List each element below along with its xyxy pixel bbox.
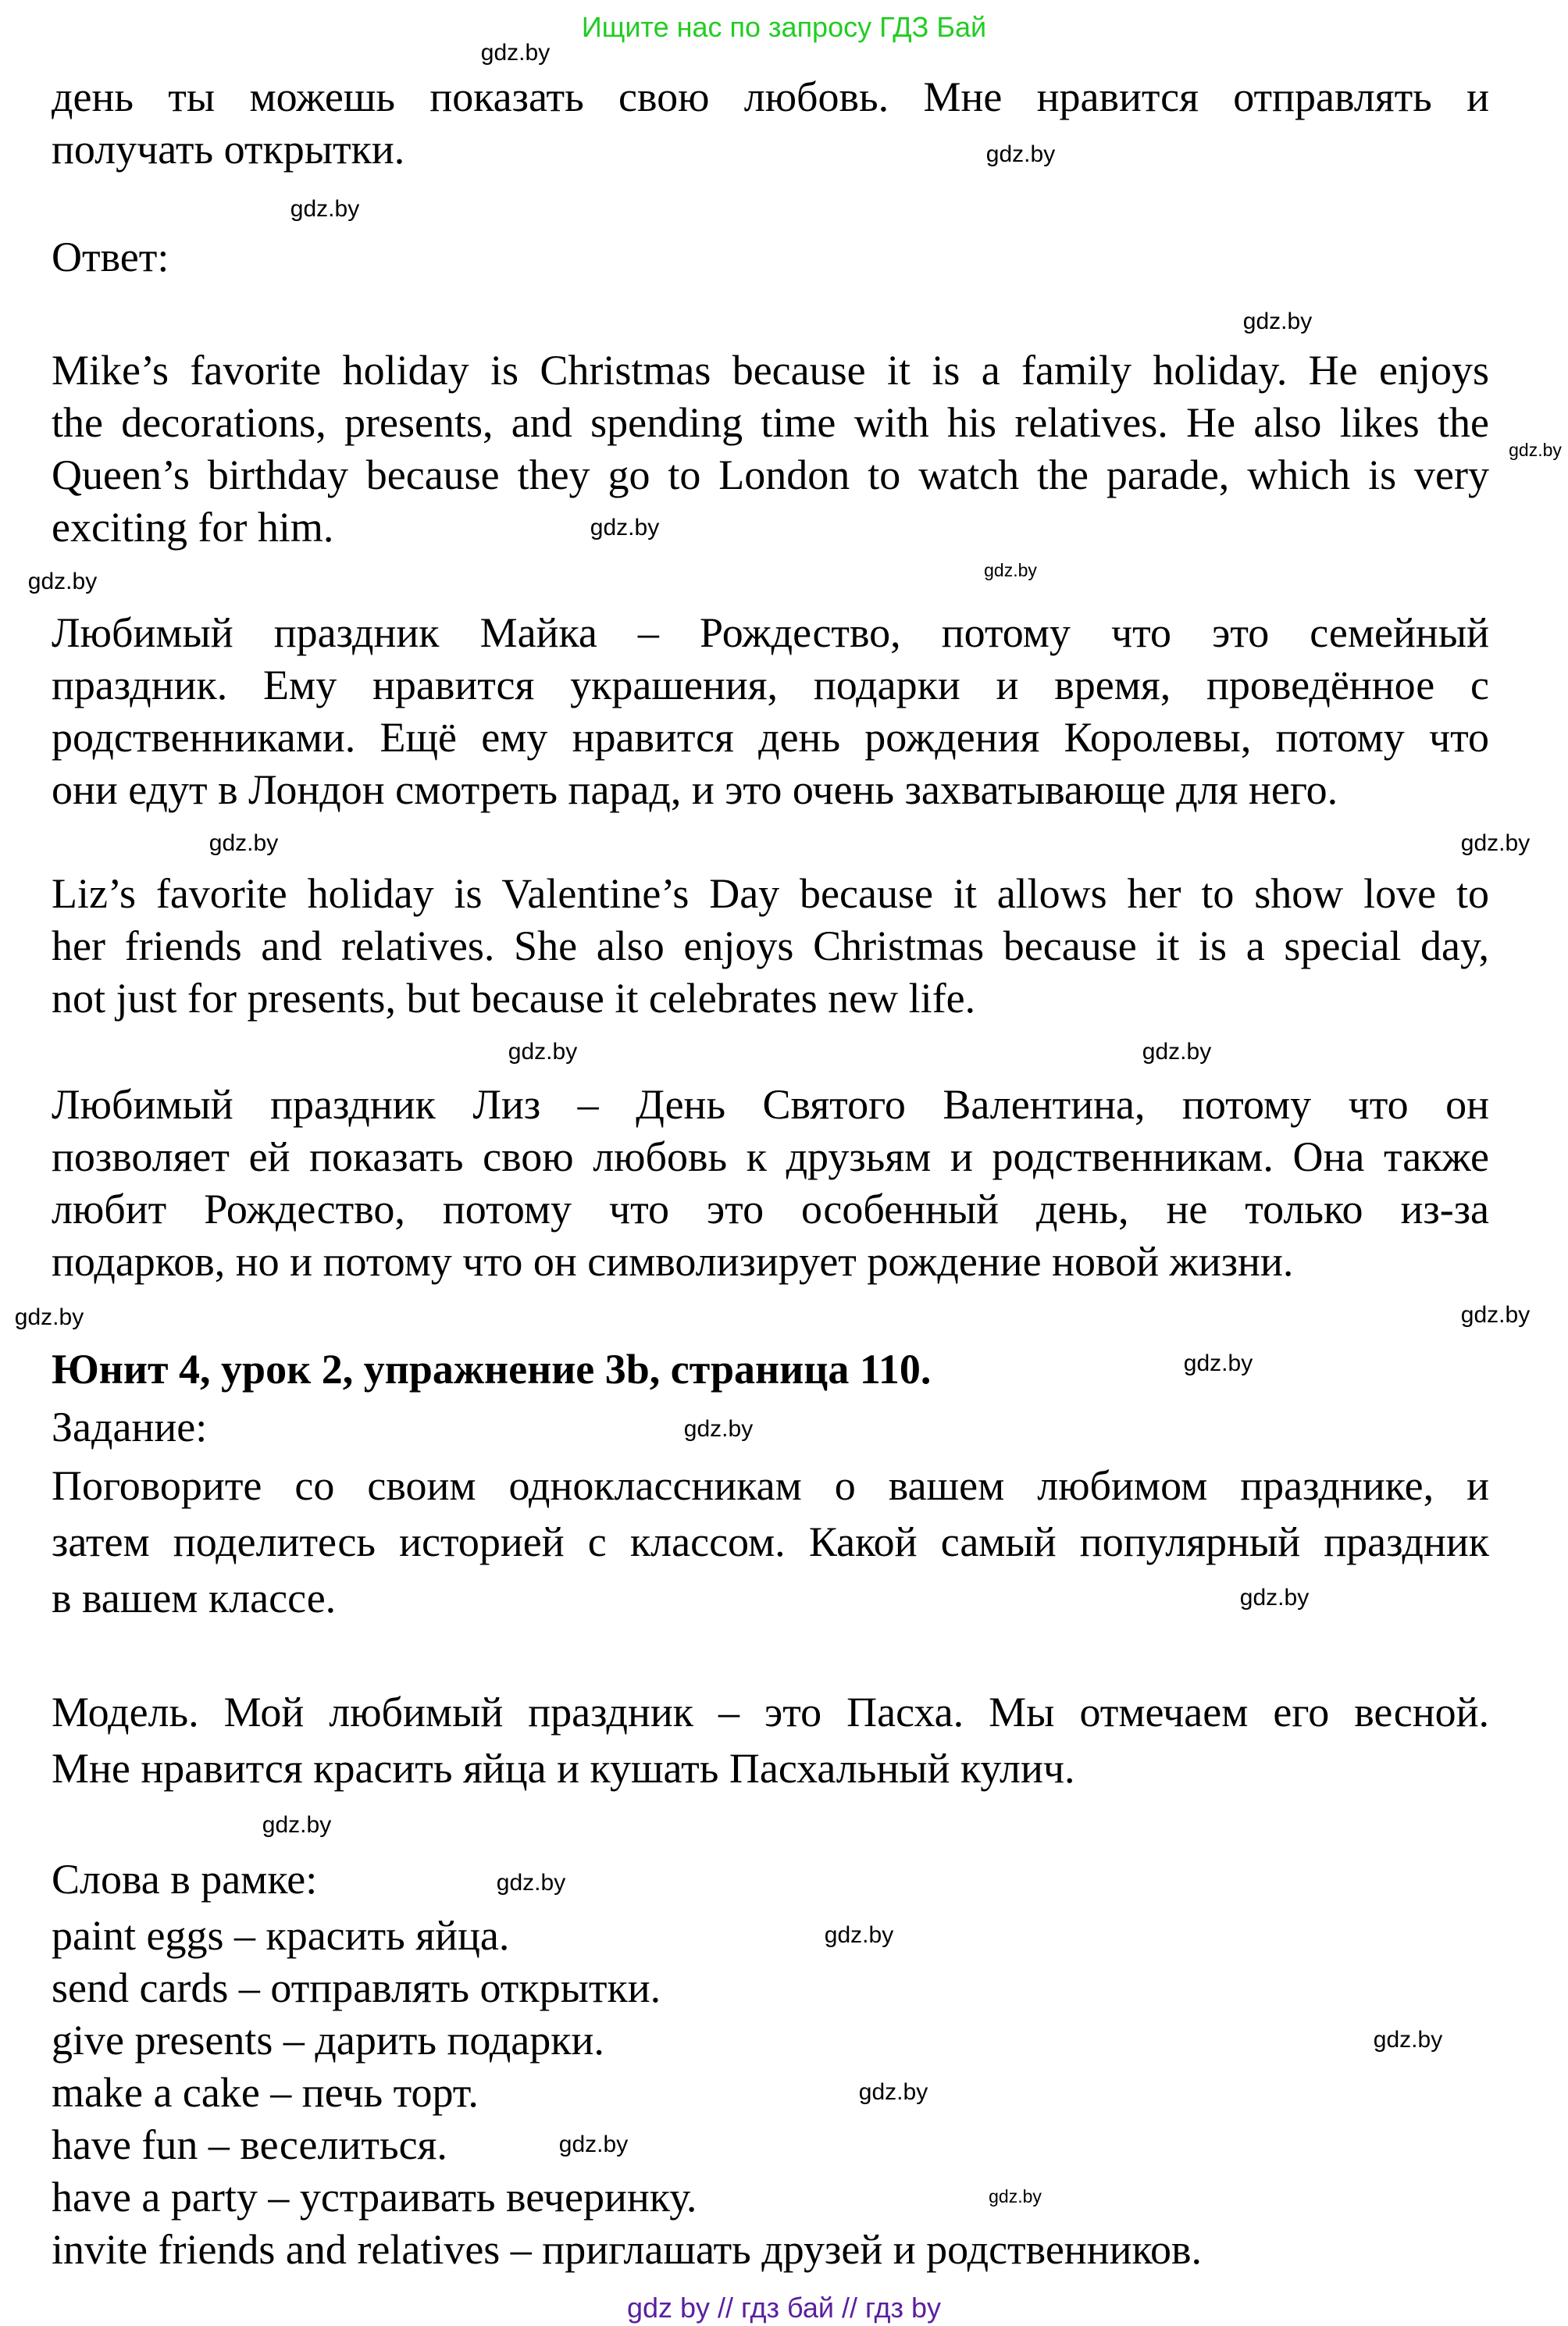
- watermark: gdz.by: [989, 2186, 1042, 2206]
- list-item: make a cake – печь торт.: [52, 2069, 479, 2116]
- text-line: затем поделитесь историей с классом. Какой самый популярный праздник: [52, 1518, 1489, 1565]
- answer-label: Ответ:: [52, 234, 169, 280]
- footer-banner: gdz by // гдз бай // гдз by: [626, 2292, 942, 2324]
- text-line: not just for presents, but because it celebrates new life.: [52, 975, 976, 1022]
- watermark: gdz.by: [508, 1039, 578, 1065]
- task-label: Задание:: [52, 1404, 208, 1450]
- list-item: paint eggs – красить яйца.: [52, 1912, 510, 1959]
- watermark: gdz.by: [590, 515, 660, 540]
- watermark: gdz.by: [858, 2079, 928, 2105]
- text-line: Любимый праздник Майка – Рождество, потому что это семейный: [52, 609, 1489, 656]
- watermark: gdz.by: [208, 830, 279, 856]
- watermark: gdz.by: [1460, 1302, 1531, 1328]
- text-line: Любимый праздник Лиз – День Святого Валентина, потому что он: [52, 1081, 1489, 1128]
- text-line: the decorations, presents, and spending time with his relatives. He also likes the: [52, 399, 1489, 446]
- watermark: gdz.by: [1183, 1350, 1253, 1376]
- mike-russian-paragraph: [52, 607, 1489, 816]
- text-line: exciting for him.: [52, 504, 334, 551]
- text-line: Mike’s favorite holiday is Christmas because it is a family holiday. He enjoys: [52, 347, 1489, 394]
- text-line: Liz’s favorite holiday is Valentine’s Day because it allows her to show love to: [52, 870, 1489, 917]
- watermark: gdz.by: [1239, 1585, 1310, 1611]
- watermark: gdz.by: [558, 2132, 629, 2157]
- text-line: Поговорите со своим одноклассникам о вашем любимом празднике, и: [52, 1462, 1489, 1509]
- text-line: Queen’s birthday because they go to London to watch the parade, which is very: [52, 451, 1489, 498]
- liz-russian-paragraph: [52, 1079, 1489, 1288]
- watermark: gdz.by: [1242, 309, 1313, 334]
- text-line: Модель. Мой любимый праздник – это Пасха. Мы отмечаем его весной.: [52, 1689, 1489, 1736]
- model-text: [52, 1684, 1489, 1796]
- search-banner: Ищите нас по запросу ГДЗ Бай: [581, 11, 987, 43]
- mike-english-paragraph: [52, 344, 1489, 554]
- watermark: gdz.by: [985, 141, 1056, 167]
- watermark: gdz.by: [1460, 830, 1531, 856]
- watermark: gdz.by: [984, 560, 1037, 580]
- text-line: получать открытки.: [52, 126, 405, 173]
- list-item: have a party – устраивать вечеринку.: [52, 2174, 697, 2221]
- exercise-heading: Юнит 4, урок 2, упражнение 3b, страница 110.: [52, 1346, 932, 1393]
- words-label: Слова в рамке:: [52, 1856, 318, 1903]
- watermark: gdz.by: [683, 1416, 754, 1442]
- watermark: gdz.by: [27, 569, 98, 594]
- watermark: gdz.by: [496, 1870, 566, 1896]
- text-line: родственниками. Ещё ему нравится день рождения Королевы, потому что: [52, 714, 1489, 761]
- text-line: праздник. Ему нравится украшения, подарки и время, проведённое с: [52, 662, 1489, 708]
- list-item: give presents – дарить подарки.: [52, 2017, 604, 2064]
- watermark: gdz.by: [1142, 1039, 1212, 1065]
- list-item: have fun – веселиться.: [52, 2121, 447, 2168]
- watermark: gdz.by: [480, 40, 551, 66]
- watermark: gdz.by: [1509, 440, 1562, 460]
- watermark: gdz.by: [824, 1922, 894, 1948]
- watermark: gdz.by: [14, 1304, 84, 1330]
- text-line: день ты можешь показать свою любовь. Мне нравится отправлять и: [52, 73, 1489, 120]
- text-line: позволяет ей показать свою любовь к друзьям и родственникам. Она также: [52, 1133, 1489, 1180]
- text-line: her friends and relatives. She also enjoys Christmas because it is a special day,: [52, 922, 1489, 969]
- watermark: gdz.by: [262, 1812, 332, 1838]
- words-list: [52, 1910, 1489, 2276]
- intro-paragraph: [52, 71, 1489, 176]
- list-item: send cards – отправлять открытки.: [52, 1964, 661, 2011]
- list-item: invite friends and relatives – приглашать друзей и родственников.: [52, 2226, 1202, 2273]
- liz-english-paragraph: [52, 868, 1489, 1025]
- text-line: Мне нравится красить яйца и кушать Пасхальный кулич.: [52, 1745, 1075, 1792]
- watermark: gdz.by: [290, 196, 360, 222]
- watermark: gdz.by: [1373, 2027, 1443, 2053]
- text-line: любит Рождество, потому что это особенный день, не только из-за: [52, 1186, 1489, 1233]
- text-line: подарков, но и потому что он символизирует рождение новой жизни.: [52, 1238, 1294, 1285]
- text-line: они едут в Лондон смотреть парад, и это очень захватывающе для него.: [52, 766, 1338, 813]
- text-line: в вашем классе.: [52, 1575, 337, 1621]
